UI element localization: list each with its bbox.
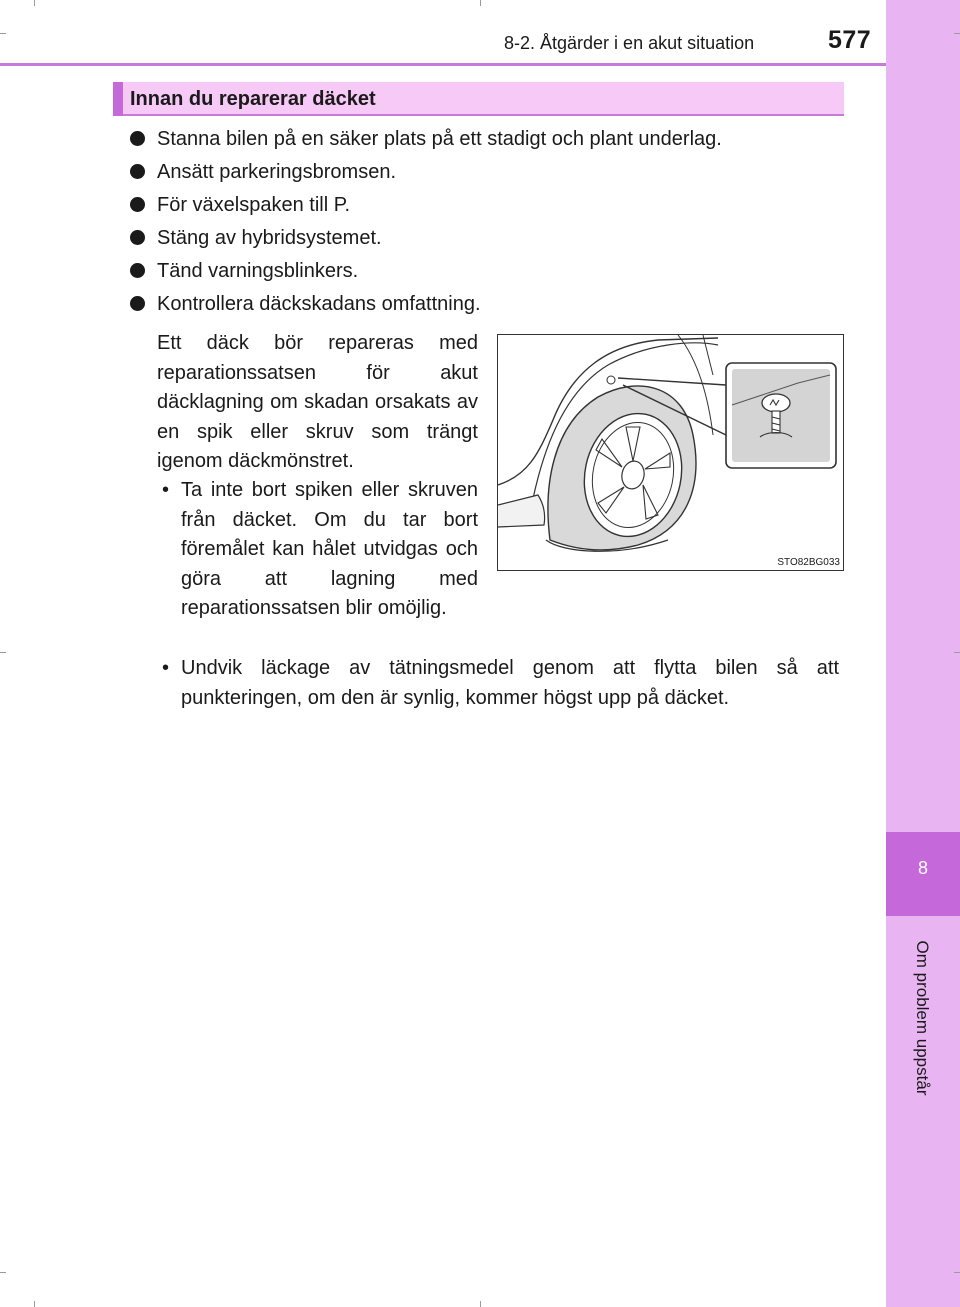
bullet-dot-icon: [130, 131, 145, 146]
checklist: [130, 126, 722, 324]
list-item: [130, 159, 722, 192]
header-rule: [0, 63, 886, 66]
bullet-dot-icon: [130, 230, 145, 245]
chapter-title: Om problem uppstår: [913, 940, 932, 1096]
flat-tire-with-screw-icon: [498, 335, 843, 570]
note-text: Undvik läckage av tätningsmedel genom att flytta bilen så att punkteringen, om den är synlig, kommer högst upp på däcket.: [181, 657, 839, 709]
crop-mark: [0, 1272, 6, 1273]
tire-figure: [497, 334, 844, 571]
section-path: 8-2. Åtgärder i en akut situation: [504, 33, 755, 53]
list-item-text: För växelspaken till P.: [157, 194, 351, 216]
crop-mark: [480, 1301, 481, 1307]
list-item-text: Stäng av hybridsystemet.: [157, 227, 382, 249]
bullet-dot-icon: [130, 263, 145, 278]
note-bullet: •: [162, 657, 170, 679]
crop-mark: [34, 0, 35, 6]
bullet-dot-icon: [130, 296, 145, 311]
crop-mark: [34, 1301, 35, 1307]
page-number: 577: [828, 26, 872, 54]
section-bar-accent: [113, 82, 123, 116]
section-heading-bar: [113, 82, 844, 116]
page-header: [0, 0, 886, 64]
list-item-text: Tänd varningsblinkers.: [157, 260, 359, 282]
body-paragraph: Ett däck bör repareras med reparationssatsen för akut däcklagning om skadan orsakats av en spik eller skruv som trängt igenom däckmönstret.: [157, 332, 478, 473]
list-item: [130, 258, 722, 291]
crop-mark: [954, 33, 960, 34]
note-item: [162, 654, 839, 713]
crop-mark: [0, 652, 6, 653]
note-bullet: •: [162, 479, 170, 501]
list-item: [130, 225, 722, 258]
crop-mark: [480, 0, 481, 6]
list-item: [130, 291, 722, 324]
bullet-dot-icon: [130, 164, 145, 179]
note-text: Ta inte bort spiken eller skruven från däcket. Om du tar bort föremålet kan hålet utvidgas och göra att lagning med reparationssatsen blir omöjlig.: [181, 479, 478, 620]
crop-mark: [0, 33, 6, 34]
note-item: [162, 476, 478, 624]
figure-code: STO82BG033: [777, 557, 840, 568]
list-item-text: Ansätt parkeringsbromsen.: [157, 161, 397, 183]
list-item: [130, 126, 722, 159]
crop-mark: [954, 1272, 960, 1273]
section-heading: Innan du reparerar däcket: [130, 88, 376, 110]
bullet-dot-icon: [130, 197, 145, 212]
chapter-number: 8: [917, 858, 928, 878]
crop-mark: [954, 652, 960, 653]
list-item-text: Stanna bilen på en säker plats på ett stadigt och plant underlag.: [157, 128, 722, 150]
list-item-text: Kontrollera däckskadans omfattning.: [157, 293, 481, 315]
chapter-side-tab: [886, 0, 960, 1307]
list-item: [130, 192, 722, 225]
